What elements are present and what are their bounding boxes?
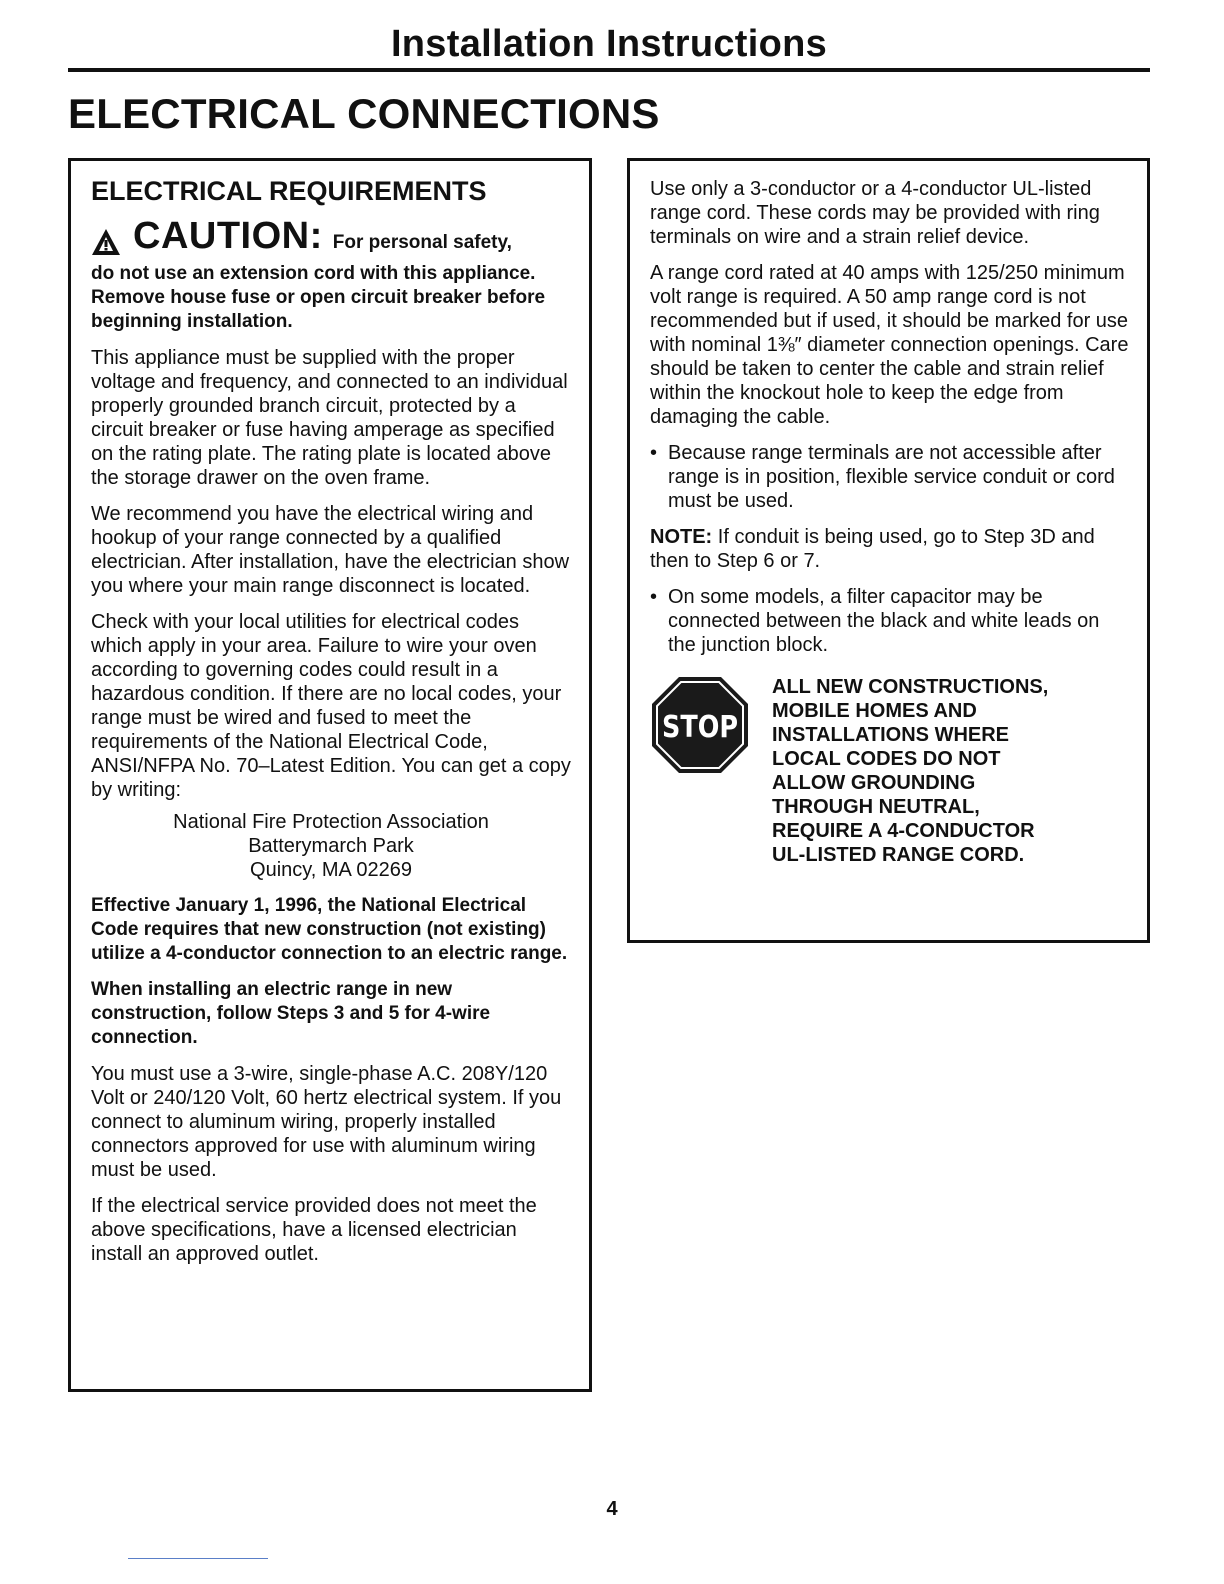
- paragraph-cord-type: Use only a 3-conductor or a 4-conductor UL-listed range cord. These cords may be provided with ring terminals on wire and a strain relief device.: [650, 178, 1100, 248]
- stop-sign-label: STOP: [662, 710, 738, 745]
- electrical-requirements-box: [68, 158, 592, 1392]
- stop-line: LOCAL CODES DO NOT: [772, 748, 1001, 770]
- footer-rule: [128, 1558, 268, 1559]
- paragraph-cord-rating: A range cord rated at 40 amps with 125/250 minimum volt range is required. A 50 amp range cord is not recommended but if used, it should be marked for use with nominal 1⅜″ diameter connection openings. Care should be taken to center the cable and strain relief within the knockout hole to keep the edge from damaging the cable.: [650, 262, 1129, 428]
- stop-line: UL-LISTED RANGE CORD.: [772, 844, 1025, 866]
- box-title: ELECTRICAL REQUIREMENTS: [91, 176, 487, 206]
- bold-paragraph-new-construction: When installing an electric range in new construction, follow Steps 3 and 5 for 4-wire connection.: [91, 979, 491, 1048]
- address-line: Batterymarch Park: [248, 835, 414, 857]
- paragraph-local-codes: Check with your local utilities for electrical codes which apply in your area. Failure to wire your oven according to governing codes could result in a hazardous condition. If there are no local codes, your range must be wired and fused to meet the requirements of the National Electrical Code, ANSI/NFPA No. 70–Latest Edition. You can get a copy by writing:: [91, 611, 571, 801]
- caution-text: do not use an extension cord with this appliance. Remove house fuse or open circuit breaker before beginning installation.: [91, 263, 546, 332]
- stop-warning: [650, 675, 1129, 867]
- note-paragraph: [650, 525, 1129, 573]
- caution-word: CAUTION:: [133, 215, 323, 257]
- stop-sign-icon: [650, 675, 750, 775]
- bullet-text: Because range terminals are not accessible after range is in position, flexible service conduit or cord must be used.: [668, 442, 1115, 512]
- paragraph-electrician: We recommend you have the electrical wiring and hookup of your range connected by a qualified electrician. After installation, have the electrician show you where your main range disconnect is located.: [91, 503, 570, 597]
- note-text: If conduit is being used, go to Step 3D and then to Step 6 or 7.: [650, 526, 1095, 572]
- stop-line: THROUGH NEUTRAL,: [772, 796, 980, 818]
- address-line: National Fire Protection Association: [173, 811, 489, 833]
- bullet-text: On some models, a filter capacitor may be connected between the black and white leads on the junction block.: [668, 586, 1100, 656]
- paragraph-wiring-system: You must use a 3-wire, single-phase A.C. 208Y/120 Volt or 240/120 Volt, 60 hertz electrical system. If you connect to aluminum wiring, properly installed connectors approved for use with aluminum wiring must be used.: [91, 1063, 562, 1181]
- note-label: NOTE:: [650, 526, 713, 548]
- paragraph-supply: This appliance must be supplied with the proper voltage and frequency, and connected to an individual properly grounded branch circuit, protected by a circuit breaker or fuse having amperage as specified on the rating plate. The rating plate is located above the storage drawer on the oven frame.: [91, 347, 568, 489]
- range-cord-box: [627, 158, 1150, 943]
- stop-line: ALL NEW CONSTRUCTIONS,: [772, 676, 1049, 698]
- stop-line: INSTALLATIONS WHERE: [772, 724, 1010, 746]
- bold-paragraph-nec-1996: Effective January 1, 1996, the National Electrical Code requires that new construction (not existing) utilize a 4-conductor connection to an electric range.: [91, 895, 568, 964]
- header-divider: [68, 68, 1150, 72]
- address-line: Quincy, MA 02269: [250, 859, 412, 881]
- bullet-item: • Because range terminals are not accessible after range is in position, flexible service conduit or cord must be used.: [650, 441, 1129, 513]
- warning-triangle-icon: [91, 228, 121, 256]
- stop-line: MOBILE HOMES AND: [772, 700, 977, 722]
- section-title: ELECTRICAL CONNECTIONS: [68, 90, 660, 137]
- page-header-title: Installation Instructions: [390, 23, 828, 65]
- stop-warning-text: [772, 675, 1048, 867]
- stop-line: ALLOW GROUNDING: [772, 772, 976, 794]
- page-number: 4: [606, 1498, 618, 1520]
- caution-heading: [91, 211, 571, 268]
- bullet-item: • On some models, a filter capacitor may be connected between the black and white leads on the junction block.: [650, 585, 1129, 657]
- nfpa-address: [91, 810, 571, 882]
- stop-line: REQUIRE A 4-CONDUCTOR: [772, 820, 1035, 842]
- paragraph-service-outlet: If the electrical service provided does not meet the above specifications, have a licensed electrician install an approved outlet.: [91, 1195, 537, 1265]
- caution-lead: For personal safety,: [332, 232, 512, 253]
